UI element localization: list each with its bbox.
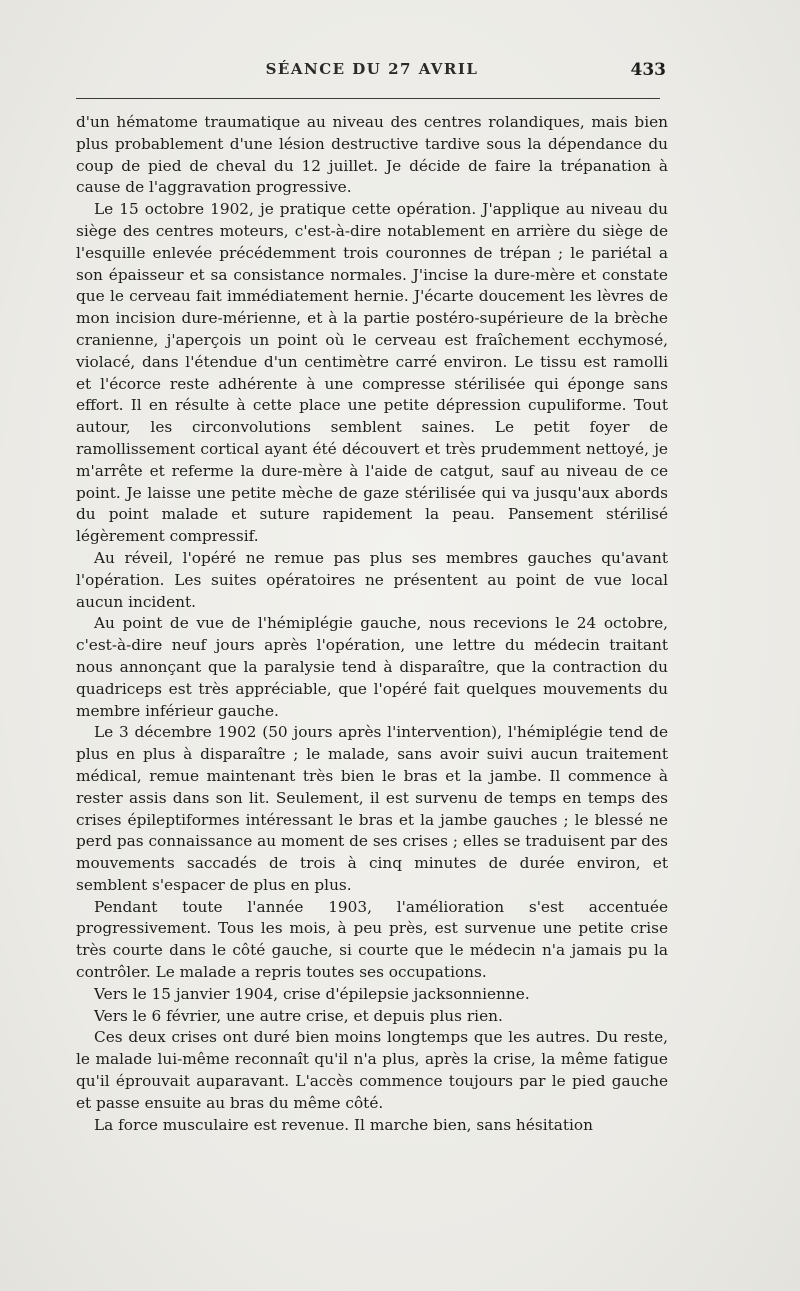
running-head (76, 60, 668, 84)
running-head-title: SÉANCE DU 27 AVRIL (265, 60, 479, 78)
page-number: 433 (630, 60, 666, 80)
header-rule (76, 98, 660, 99)
paragraph: d'un hématome traumatique au niveau des centres rolandiques, mais bien plus probablement d'une lésion destructive tardive sous la dépendance du coup de pied de cheval du 12 juillet. Je décide de faire la trépanation à cause de l'aggravation progressive. (76, 113, 668, 197)
paragraph: Vers le 6 février, une autre crise, et depuis plus rien. (94, 1006, 503, 1025)
paragraph: Ces deux crises ont duré bien moins longtemps que les autres. Du reste, le malade lui-même reconnaît qu'il n'a plus, après la crise, la même fatigue qu'il éprouvait auparavant. L'accès commence toujours par le pied gauche et passe ensuite au bras du même côté. (76, 1028, 668, 1112)
paragraph: Au point de vue de l'hémiplégie gauche, nous recevions le 24 octobre, c'est-à-dire neuf jours après l'opération, une lettre du médecin traitant nous annonçant que la paralysie tend à disparaître, que la contraction du quadriceps est très appréciable, que l'opéré fait quelques mouvements du membre inférieur gauche. (76, 614, 668, 720)
paragraph: Au réveil, l'opéré ne remue pas plus ses membres gauches qu'avant l'opération. Les suites opératoires ne présentent au point de vue local aucun incident. (76, 548, 668, 611)
body-text (76, 112, 668, 1136)
paragraph: Le 3 décembre 1902 (50 jours après l'intervention), l'hémiplégie tend de plus en plus à disparaître ; le malade, sans avoir suivi aucun traitement médical, remue maintenant très bien le bras et la jambe. Il commence à rester assis dans son lit. Seulement, il est survenu de temps en temps des crises épileptiformes intéressant le bras et la jambe gauches ; le blessé ne perd pas connaissance au moment de ses crises ; elles se traduisent par des mouvements saccadés de trois à cinq minutes de durée environ, et semblent s'espacer de plus en plus. (76, 723, 668, 894)
paragraph: Le 15 octobre 1902, je pratique cette opération. J'applique au niveau du siège des centres moteurs, c'est-à-dire notablement en arrière du siège de l'esquille enlevée précédemment trois couronnes de trépan ; le pariétal a son épaisseur et sa consistance normales. J'incise la dure-mère et constate que le cerveau fait immédiatement hernie. J'écarte doucement les lèvres de mon incision dure-mérienne, et à la partie postéro-supérieure de la brèche cranienne, j'aperçois un point où le cerveau est fraîchement ecchymosé, violacé, dans l'étendue d'un centimètre carré environ. Le tissu est ramolli et l'écorce reste adhérente à une compresse stérilisée qui éponge sans effort. Il en résulte à cette place une petite dépression cupuliforme. Tout autour, les circonvolutions semblent saines. Le petit foyer de ramollissement cortical ayant été découvert et très prudemment nettoyé, je m'arrête et referme la dure-mère à l'aide de catgut, sauf au niveau de ce point. Je laisse une petite mèche de gaze stérilisée qui va jusqu'aux abords du point malade et suture rapidement la peau. Pansement stérilisé légèrement compressif. (76, 200, 668, 546)
paragraph: Pendant toute l'année 1903, l'amélioration s'est accentuée progressivement. Tous les mois, à peu près, est survenue une petite crise très courte dans le côté gauche, si courte que le médecin n'a jamais pu la contrôler. Le malade a repris toutes ses occupations. (76, 897, 668, 982)
paragraph: Vers le 15 janvier 1904, crise d'épilepsie jacksonnienne. (94, 984, 530, 1003)
paragraph: La force musculaire est revenue. Il marche bien, sans hésitation (94, 1115, 593, 1134)
